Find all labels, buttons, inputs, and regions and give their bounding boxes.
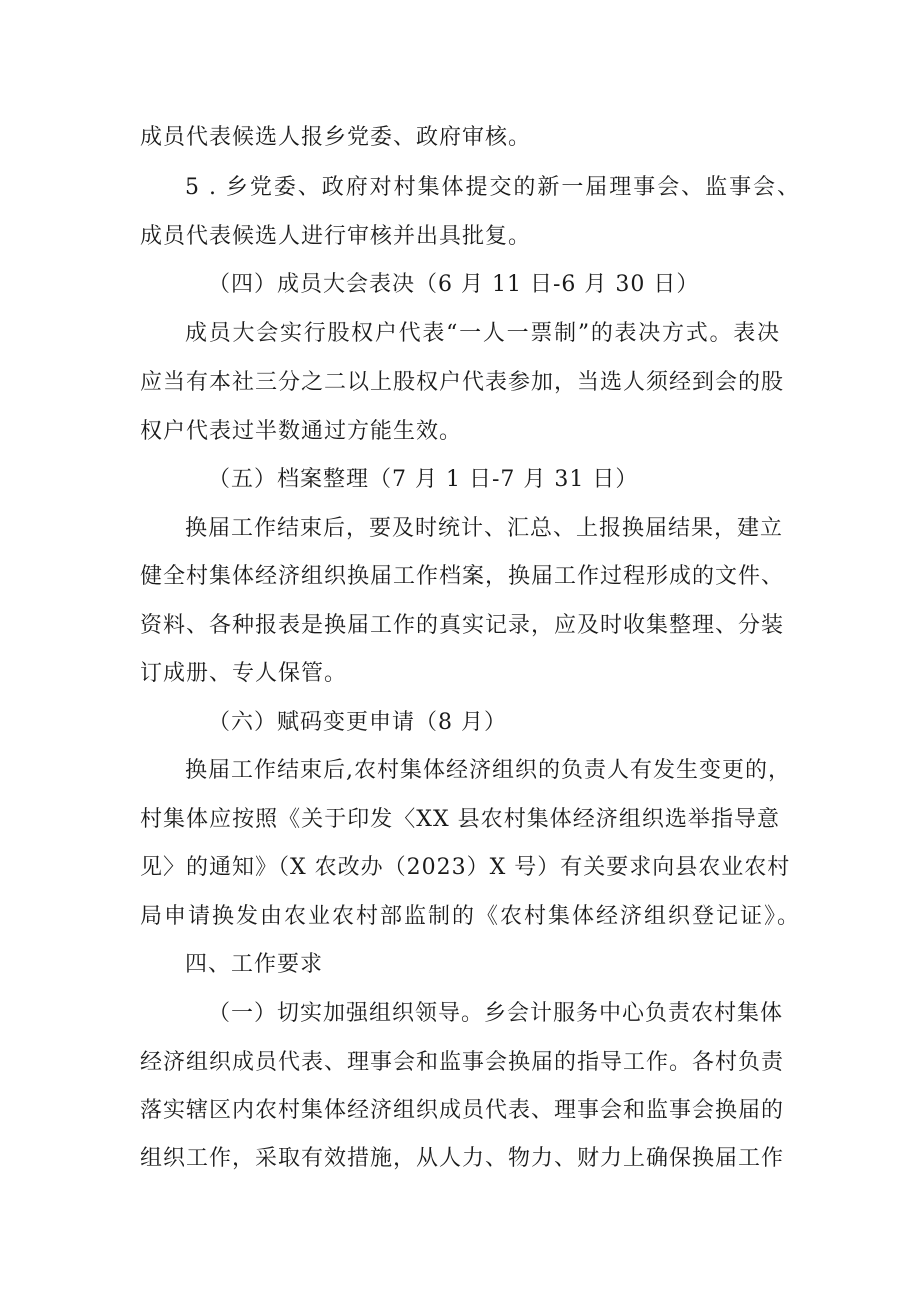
paragraph-line: 成员大会实行股权户代表“一人一票制”的表决方式。表决 (185, 321, 780, 346)
paragraph-line: 换届工作结束后,农村集体经济组织的负责人有发生变更的， (185, 758, 791, 783)
paragraph-line: 见〉的通知》（X 农改办（2023）X 号）有关要求向县农业农村 (140, 855, 791, 880)
list-item-5: 5 . 乡党委、政府对村集体提交的新一届理事会、监事会、 (185, 175, 800, 200)
section-heading-4: （四）成员大会表决（6 月 11 日-6 月 30 日） (208, 272, 700, 297)
paragraph-line: 成员代表候选人报乡党委、政府审核。 (140, 125, 532, 150)
paragraph-line: 落实辖区内农村集体经济组织成员代表、理事会和监事会换届的 (140, 1098, 785, 1123)
paragraph-line: 经济组织成员代表、理事会和监事会换届的指导工作。各村负责 (140, 1050, 785, 1075)
paragraph-line: （一）切实加强组织领导。乡会计服务中心负责农村集体 (208, 1001, 784, 1026)
paragraph-line: 换届工作结束后，要及时统计、汇总、上报换届结果，建立 (185, 516, 784, 541)
section-heading-6: （六）赋码变更申请（8 月） (208, 710, 507, 735)
paragraph-line: 权户代表过半数通过方能生效。 (140, 419, 463, 444)
section-heading-work-requirements: 四、工作要求 (185, 952, 324, 977)
paragraph-line: 村集体应按照《关于印发〈XX 县农村集体经济组织选举指导意 (140, 807, 780, 832)
paragraph-line: 订成册、专人保管。 (140, 661, 348, 686)
paragraph-line: 应当有本社三分之二以上股权户代表参加，当选人须经到会的股 (140, 370, 785, 395)
paragraph-line: 局申请换发由农业农村部监制的《农村集体经济组织登记证》。 (140, 904, 800, 929)
paragraph-line: 成员代表候选人进行审核并出具批复。 (140, 224, 532, 249)
paragraph-line: 组织工作，采取有效措施，从人力、物力、财力上确保换届工作 (140, 1146, 785, 1171)
paragraph-line: 资料、各种报表是换届工作的真实记录，应及时收集整理、分装 (140, 613, 785, 638)
paragraph-line: 健全村集体经济组织换届工作档案，换届工作过程形成的文件、 (140, 564, 785, 589)
section-heading-5: （五）档案整理（7 月 1 日-7 月 31 日） (208, 467, 639, 492)
